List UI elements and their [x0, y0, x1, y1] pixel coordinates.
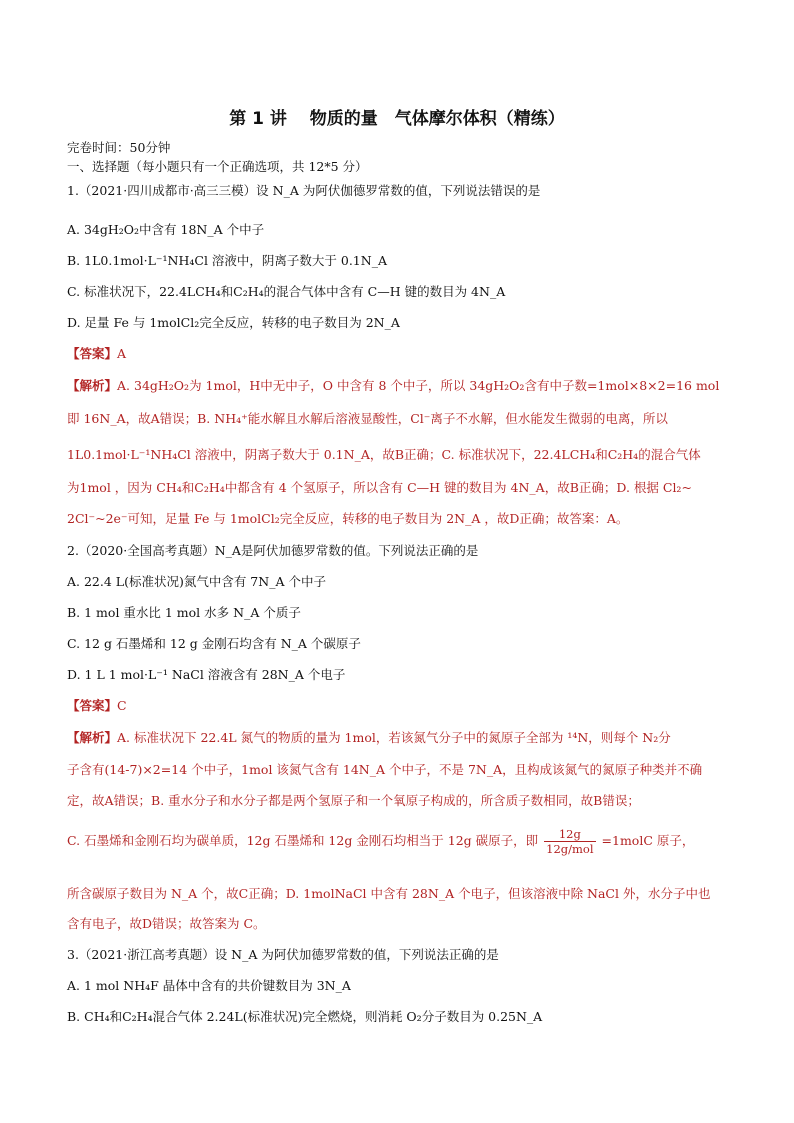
question-2-option-a: A. 22.4 L(标准状况)氮气中含有 7N_A 个中子 [67, 574, 326, 589]
answer-tag: 【答案】 [67, 346, 118, 361]
question-1-analysis-line: 1L0.1mol·L⁻¹NH₄Cl 溶液中，阴离子数大于 0.1N_A，故B正确；C. 标准状况下，22.4LCH₄和C₂H₄的混合气体 [67, 447, 701, 462]
question-2-answer [67, 696, 127, 714]
answer-tag: 【答案】 [67, 698, 118, 713]
answer-value: A [117, 346, 127, 361]
question-2-analysis-line: 含有电子，故D错误；故答案为 C。 [67, 916, 266, 931]
fraction [544, 827, 595, 856]
question-3-option-b: B. CH₄和C₂H₄混合气体 2.24L(标准状况)完全燃烧，则消耗 O₂分子数目为 0.25N_A [67, 1009, 543, 1024]
question-1-stem: 1.（2021·四川成都市·高三三模）设 N_A 为阿伏伽德罗常数的值，下列说法错误的是 [67, 183, 541, 198]
analysis-tag: 【解析】 [67, 730, 118, 745]
question-1-option-b: B. 1L0.1mol·L⁻¹NH₄Cl 溶液中，阴离子数大于 0.1N_A [67, 253, 387, 268]
fraction-denominator: 12g/mol [546, 842, 594, 856]
question-1-option-c: C. 标准状况下，22.4LCH₄和C₂H₄的混合气体中含有 C—H 键的数目为 4N_A [67, 284, 506, 299]
question-2-option-b: B. 1 mol 重水比 1 mol 水多 N_A 个质子 [67, 605, 301, 620]
question-2-analysis-line: C. 石墨烯和金刚石均为碳单质，12g 石墨烯和 12g 金刚石均相当于 12g 碳原子，即 $\frac{12g}{\text{12g/mol}}$ =1molC 原子， [67, 827, 695, 856]
question-3-option-a: A. 1 mol NH₄F 晶体中含有的共价键数目为 3N_A [67, 978, 351, 993]
question-1-analysis-line: 即 16N_A，故A错误；B. NH₄⁺能水解且水解后溶液显酸性，Cl⁻离子不水解，但水能发生微弱的电离，所以 [67, 411, 668, 426]
question-1-answer [67, 344, 126, 362]
section-heading: 一、选择题（每小题只有一个正确选项，共 12*5 分） [67, 159, 368, 174]
question-1-analysis-line: 2Cl⁻~2e⁻可知，足量 Fe 与 1molCl₂完全反应，转移的电子数目为 2N_A ，故D正确；故答案：A。 [67, 511, 629, 526]
fraction-numerator: 12g [544, 827, 595, 842]
question-2-analysis-line: 定，故A错误；B. 重水分子和水分子都是两个氢原子和一个氧原子构成的，所含质子数相同，故B错误； [67, 793, 640, 808]
question-3-stem: 3.（2021·浙江高考真题）设 N_A 为阿伏加德罗常数的值，下列说法正确的是 [67, 947, 499, 962]
question-1-option-a: A. 34gH₂O₂中含有 18N_A 个中子 [67, 222, 265, 237]
question-2-analysis-line: 所含碳原子数目为 N_A 个，故C正确；D. 1molNaCl 中含有 28N_A 个电子，但该溶液中除 NaCl 外，水分子中也 [67, 886, 711, 901]
question-1-analysis-line: 【解析】A. 34gH₂O₂为 1mol，H中无中子，O 中含有 8 个中子，所以 34gH₂O₂含有中子数=1mol×8×2=16 mol [67, 378, 720, 393]
question-2-stem: 2.（2020·全国高考真题）N_A是阿伏加德罗常数的值。下列说法正确的是 [67, 543, 479, 558]
analysis-tag: 【解析】 [67, 378, 118, 393]
question-2-option-d: D. 1 L 1 mol·L⁻¹ NaCl 溶液含有 28N_A 个电子 [67, 667, 346, 682]
question-2-analysis-line: 子含有(14-7)×2=14 个中子，1mol 该氮气含有 14N_A 个中子，不是 7N_A，且构成该氮气的氮原子种类并不确 [67, 762, 703, 777]
question-1-option-d: D. 足量 Fe 与 1molCl₂完全反应，转移的电子数目为 2N_A [67, 315, 400, 330]
question-2-option-c: C. 12 g 石墨烯和 12 g 金刚石均含有 N_A 个碳原子 [67, 636, 361, 651]
page-title: 第 1 讲 物质的量 气体摩尔体积（精练） [229, 109, 565, 129]
time-limit: 完卷时间：50分钟 [67, 140, 171, 155]
question-2-analysis-line: 【解析】A. 标准状况下 22.4L 氮气的物质的量为 1mol，若该氮气分子中的氮原子全部为 ¹⁴N，则每个 N₂分 [67, 730, 671, 745]
answer-value: C [117, 698, 127, 713]
question-1-analysis-line: 为1mol ，因为 CH₄和C₂H₄中都含有 4 个氢原子，所以含有 C—H 键的数目为 4N_A，故B正确；D. 根据 Cl₂~ [67, 480, 692, 495]
